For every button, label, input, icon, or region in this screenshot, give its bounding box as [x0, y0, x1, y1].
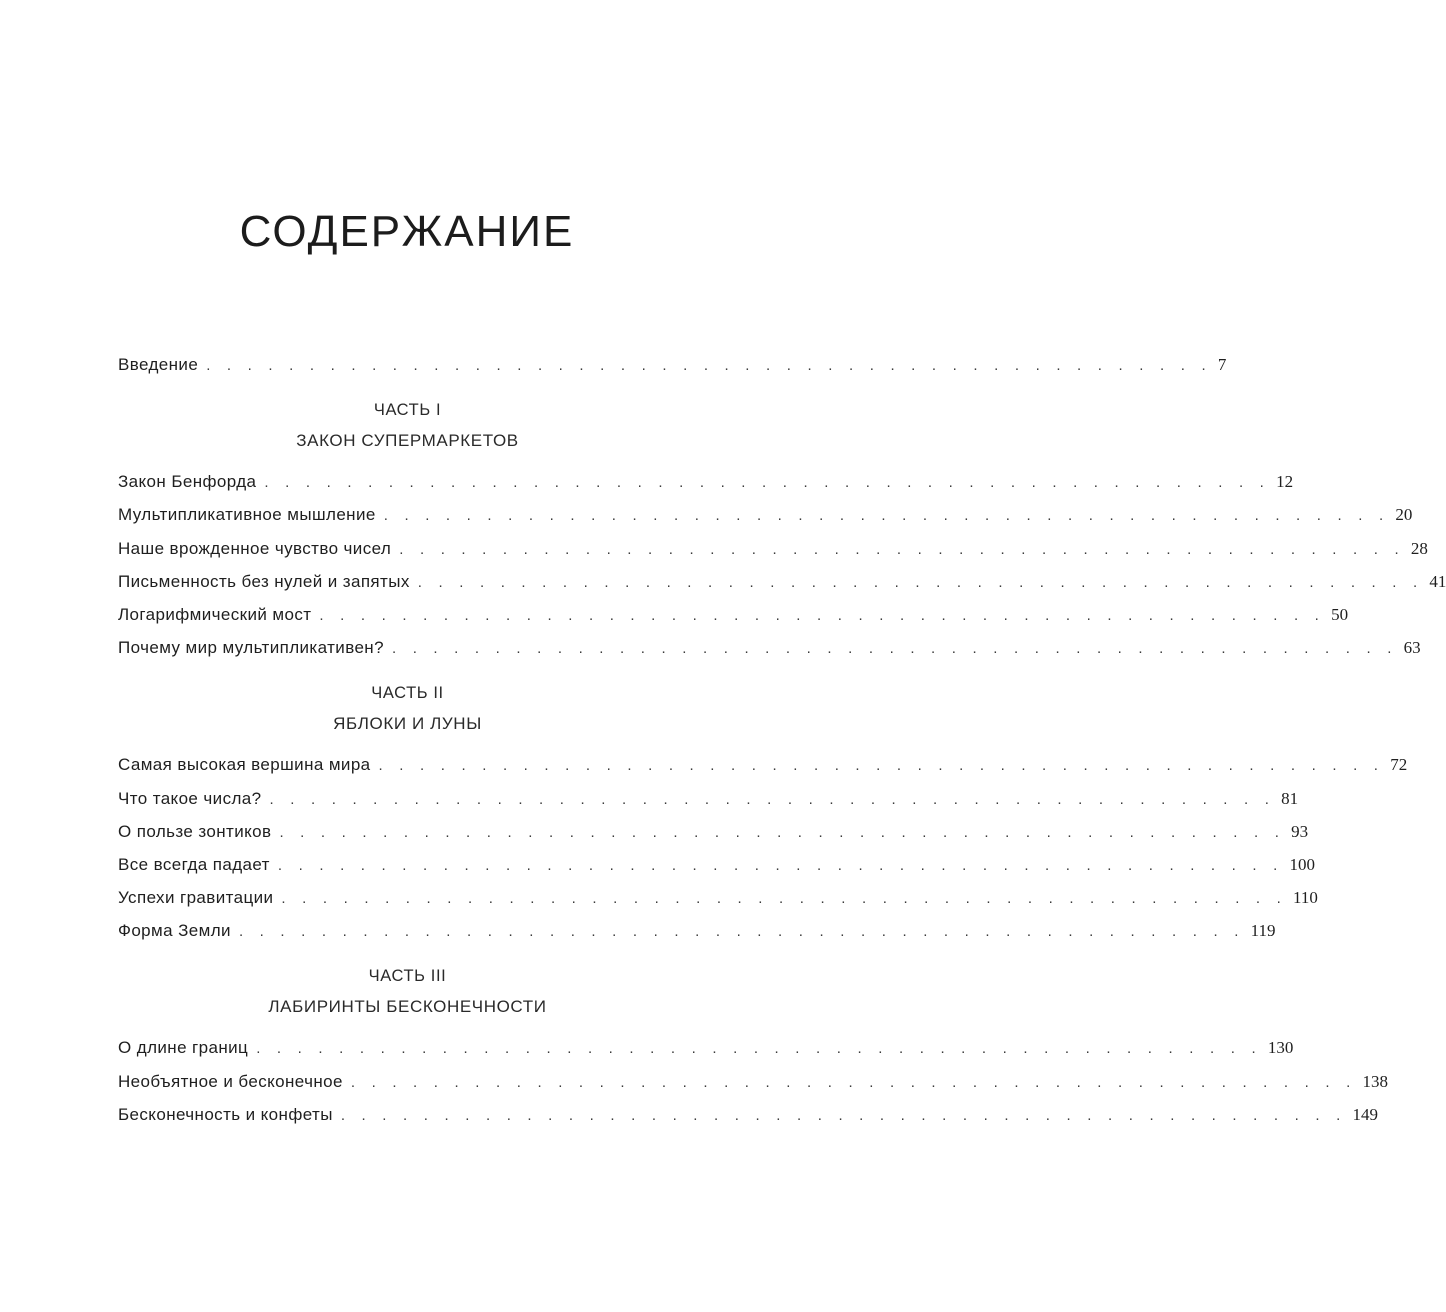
- dot-leader: . . . . . . . . . . . . . . . . . . . . . . . . . . . . . . . . . . . . . . . . . . . . . . . . .: [340, 1106, 1347, 1124]
- dot-leader: . . . . . . . . . . . . . . . . . . . . . . . . . . . . . . . . . . . . . . . . . . . . . . . . .: [399, 540, 1405, 558]
- dot-leader: . . . . . . . . . . . . . . . . . . . . . . . . . . . . . . . . . . . . . . . . . . . . . . . . .: [238, 923, 1245, 941]
- dot-leader: . . . . . . . . . . . . . . . . . . . . . . . . . . . . . . . . . . . . . . . . . . . . . . . . .: [264, 474, 1271, 492]
- toc-entry-page: 100: [1289, 854, 1316, 874]
- part-name: ЯБЛОКИ И ЛУНЫ: [333, 714, 482, 734]
- dot-leader: . . . . . . . . . . . . . . . . . . . . . . . . . . . . . . . . . . . . . . . . . . . . . . . . .: [378, 757, 1385, 775]
- toc-entry[interactable]: [118, 914, 1276, 947]
- toc-entry-page: 130: [1267, 1038, 1294, 1058]
- part-name: ЛАБИРИНТЫ БЕСКОНЕЧНОСТИ: [268, 997, 547, 1017]
- toc-entry[interactable]: [118, 631, 1421, 664]
- part-number: ЧАСТЬ II: [371, 684, 444, 703]
- toc-entry-label: Все всегда падает: [118, 854, 270, 874]
- part-number: ЧАСТЬ III: [368, 967, 447, 986]
- toc-entry-page: 149: [1352, 1104, 1378, 1124]
- toc-entry-page: 110: [1293, 888, 1318, 908]
- toc-entry[interactable]: [118, 465, 1294, 498]
- toc-entry[interactable]: [118, 881, 1318, 914]
- toc-entry-label: Мультипликативное мышление: [118, 505, 376, 525]
- toc-entry[interactable]: [118, 565, 1446, 598]
- toc-entry-page: 20: [1395, 505, 1413, 525]
- toc-entry[interactable]: [118, 815, 1309, 848]
- page-title: СОДЕРЖАНИЕ: [239, 207, 575, 257]
- part-heading-3: [118, 961, 697, 1023]
- part-heading-1: [118, 395, 697, 457]
- toc-entry-page: 12: [1276, 472, 1294, 492]
- toc-entry-page: 7: [1217, 355, 1227, 374]
- dot-leader: . . . . . . . . . . . . . . . . . . . . . . . . . . . . . . . . . . . . . . . . . . . . . . . . .: [319, 606, 1326, 624]
- toc-entry-label: Письменность без нулей и запятых: [118, 571, 410, 591]
- toc-entry-label: Успехи гравитации: [118, 888, 274, 908]
- toc-entry-label: Что такое числа?: [118, 788, 262, 808]
- dot-leader: . . . . . . . . . . . . . . . . . . . . . . . . . . . . . . . . . . . . . . . . . . . . . . . . .: [256, 1040, 1262, 1058]
- table-of-contents: [118, 348, 1446, 1131]
- dot-leader: . . . . . . . . . . . . . . . . . . . . . . . . . . . . . . . . . . . . . . . . . . . . . . . . .: [269, 790, 1276, 808]
- toc-entry-label: Наше врожденное чувство чисел: [118, 538, 392, 558]
- toc-entry[interactable]: [118, 1065, 1388, 1098]
- toc-entry-label: Почему мир мультипликативен?: [118, 638, 384, 658]
- part-heading-2: [118, 678, 697, 740]
- dot-leader: . . . . . . . . . . . . . . . . . . . . . . . . . . . . . . . . . . . . . . . . . . . . . . . . .: [350, 1073, 1357, 1091]
- toc-entry[interactable]: [118, 498, 1413, 531]
- dot-leader: . . . . . . . . . . . . . . . . . . . . . . . . . . . . . . . . . . . . . . . . . . . . . . . . .: [417, 573, 1424, 591]
- dot-leader: . . . . . . . . . . . . . . . . . . . . . . . . . . . . . . . . . . . . . . . . . . . . . . . . .: [277, 856, 1284, 874]
- toc-entry[interactable]: [118, 848, 1316, 881]
- toc-entry[interactable]: [118, 1098, 1378, 1131]
- toc-entry[interactable]: [118, 782, 1299, 815]
- toc-entry[interactable]: [118, 598, 1349, 631]
- toc-entry-label: Бесконечность и конфеты: [118, 1104, 333, 1124]
- toc-entry-page: 93: [1291, 821, 1309, 841]
- toc-entry-label: Закон Бенфорда: [118, 472, 257, 492]
- toc-entry-label: Форма Земли: [118, 921, 231, 941]
- toc-entry-label: Логарифмический мост: [118, 604, 312, 624]
- toc-entry-page: 138: [1362, 1071, 1388, 1091]
- toc-entry-page: 28: [1410, 538, 1428, 558]
- dot-leader: . . . . . . . . . . . . . . . . . . . . . . . . . . . . . . . . . . . . . . . . . . . . . . . . .: [391, 640, 1398, 658]
- dot-leader: . . . . . . . . . . . . . . . . . . . . . . . . . . . . . . . . . . . . . . . . . . . . . . . . .: [279, 823, 1286, 841]
- toc-entry-label: Введение: [118, 355, 199, 374]
- toc-entry-label: О пользе зонтиков: [118, 821, 272, 841]
- toc-entry-page: 72: [1390, 755, 1408, 775]
- toc-entry[interactable]: [118, 532, 1428, 565]
- toc-entry-label: О длине границ: [118, 1038, 249, 1058]
- toc-entry-label: Необъятное и бесконечное: [118, 1071, 343, 1091]
- toc-entry-page: 50: [1331, 604, 1349, 624]
- toc-entry[interactable]: [118, 1031, 1294, 1064]
- toc-entry-page: 119: [1250, 921, 1276, 941]
- dot-leader: . . . . . . . . . . . . . . . . . . . . . . . . . . . . . . . . . . . . . . . . . . . . . . . . .: [206, 357, 1212, 374]
- dot-leader: . . . . . . . . . . . . . . . . . . . . . . . . . . . . . . . . . . . . . . . . . . . . . . . . .: [281, 890, 1288, 908]
- toc-entry-intro[interactable]: [118, 348, 1227, 381]
- dot-leader: . . . . . . . . . . . . . . . . . . . . . . . . . . . . . . . . . . . . . . . . . . . . . . . . .: [383, 507, 1390, 525]
- toc-entry[interactable]: [118, 748, 1408, 781]
- part-number: ЧАСТЬ I: [373, 401, 442, 420]
- toc-entry-page: 63: [1403, 638, 1421, 658]
- toc-entry-page: 81: [1281, 788, 1299, 808]
- toc-entry-label: Самая высокая вершина мира: [118, 755, 371, 775]
- toc-entry-page: 41: [1429, 571, 1446, 591]
- part-name: ЗАКОН СУПЕРМАРКЕТОВ: [296, 431, 519, 451]
